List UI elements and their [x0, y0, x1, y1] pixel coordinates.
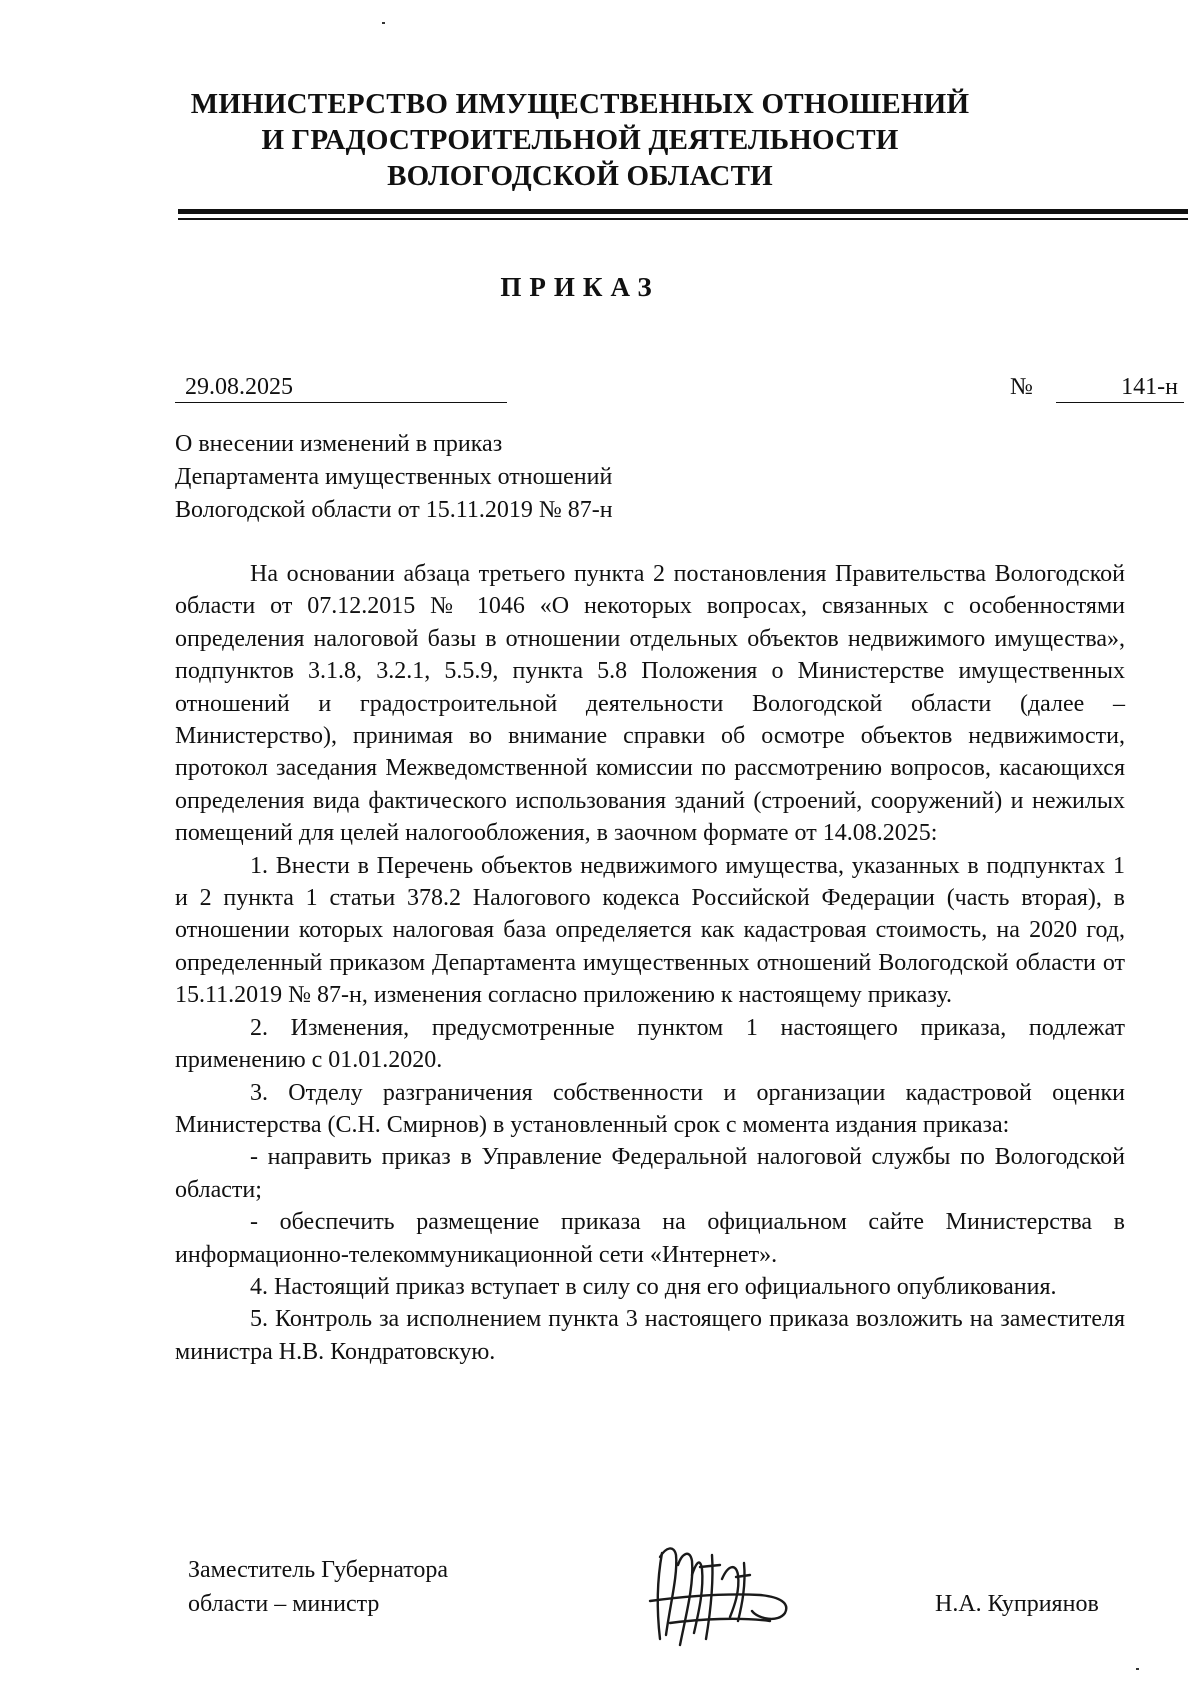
document-subject: [175, 428, 875, 527]
document-number: 141-н: [1056, 372, 1184, 403]
scan-speck: [1136, 1668, 1139, 1670]
order-item-3-subitem: - обеспечить размещение приказа на официальном сайте Министерства в информационно-телекоммуникационной сети «Интернет».: [175, 1209, 1125, 1268]
signatory-position-line: Заместитель Губернатора: [188, 1557, 449, 1583]
document-number-label: №: [1010, 374, 1033, 400]
org-name-line: ВОЛОГОДСКОЙ ОБЛАСТИ: [387, 160, 773, 192]
signatory-name: Н.А. Куприянов: [935, 1591, 1099, 1617]
handwritten-signature: [640, 1535, 810, 1650]
preamble-paragraph: На основании абзаца третьего пункта 2 постановления Правительства Вологодской области от 07.12.2015 № 1046 «О некоторых вопросах, связанных с особенностями определения налоговой базы в отношении отдельных объектов недвижимого имущества», подпунктов 3.1.8, 3.2.1, 5.5.9, пункта 5.8 Положения о Министерстве имущественных отношений и градостроительной деятельности Вологодской области (далее – Министерство), принимая во внимание справки об осмотре объектов недвижимости, протокол заседания Межведомственной комиссии по рассмотрению вопросов, касающихся определения вида фактического использования зданий (строений, сооружений) и нежилых помещений для целей налогообложения, в заочном формате от 14.08.2025:: [175, 561, 1125, 847]
order-item-3-subitem: - направить приказ в Управление Федеральной налоговой службы по Вологодской области;: [175, 1144, 1125, 1203]
document-date: 29.08.2025: [175, 372, 507, 403]
subject-line: Департамента имущественных отношений: [175, 464, 613, 490]
subject-line: Вологодской области от 15.11.2019 № 87-н: [175, 497, 613, 523]
document-body: [175, 558, 1125, 1368]
order-item-5: 5. Контроль за исполнением пункта 3 настоящего приказа возложить на заместителя министра Н.В. Кондратовскую.: [175, 1306, 1125, 1365]
subject-line: О внесении изменений в приказ: [175, 431, 503, 457]
scan-speck: [382, 22, 385, 24]
org-name-line: И ГРАДОСТРОИТЕЛЬНОЙ ДЕЯТЕЛЬНОСТИ: [261, 124, 899, 156]
order-item-2: 2. Изменения, предусмотренные пунктом 1 настоящего приказа, подлежат применению с 01.01.2020.: [175, 1014, 1125, 1074]
document-type-title: ПРИКАЗ: [500, 272, 660, 302]
order-item-1: 1. Внести в Перечень объектов недвижимого имущества, указанных в подпунктах 1 и 2 пункта 1 статьи 378.2 Налогового кодекса Российской Федерации (часть вторая), в отношении которых налоговая база определяется как кадастровая стоимость, на 2020 год, определенный приказом Департамента имущественных отношений Вологодской области от 15.11.2019 № 87-н, изменения согласно приложению к настоящему приказу.: [175, 852, 1125, 1009]
signatory-position: [188, 1553, 448, 1621]
header-divider-thin: [178, 218, 1188, 220]
organization-header: [180, 86, 980, 194]
order-item-3: 3. Отделу разграничения собственности и организации кадастровой оценки Министерства (С.Н. Смирнов) в установленный срок с момента издания приказа:: [175, 1079, 1125, 1138]
org-name-line: МИНИСТЕРСТВО ИМУЩЕСТВЕННЫХ ОТНОШЕНИЙ: [190, 88, 970, 120]
header-divider-thick: [178, 209, 1188, 214]
order-item-4: 4. Настоящий приказ вступает в силу со дня его официального опубликования.: [250, 1273, 1057, 1300]
signatory-position-line: области – министр: [188, 1591, 380, 1617]
